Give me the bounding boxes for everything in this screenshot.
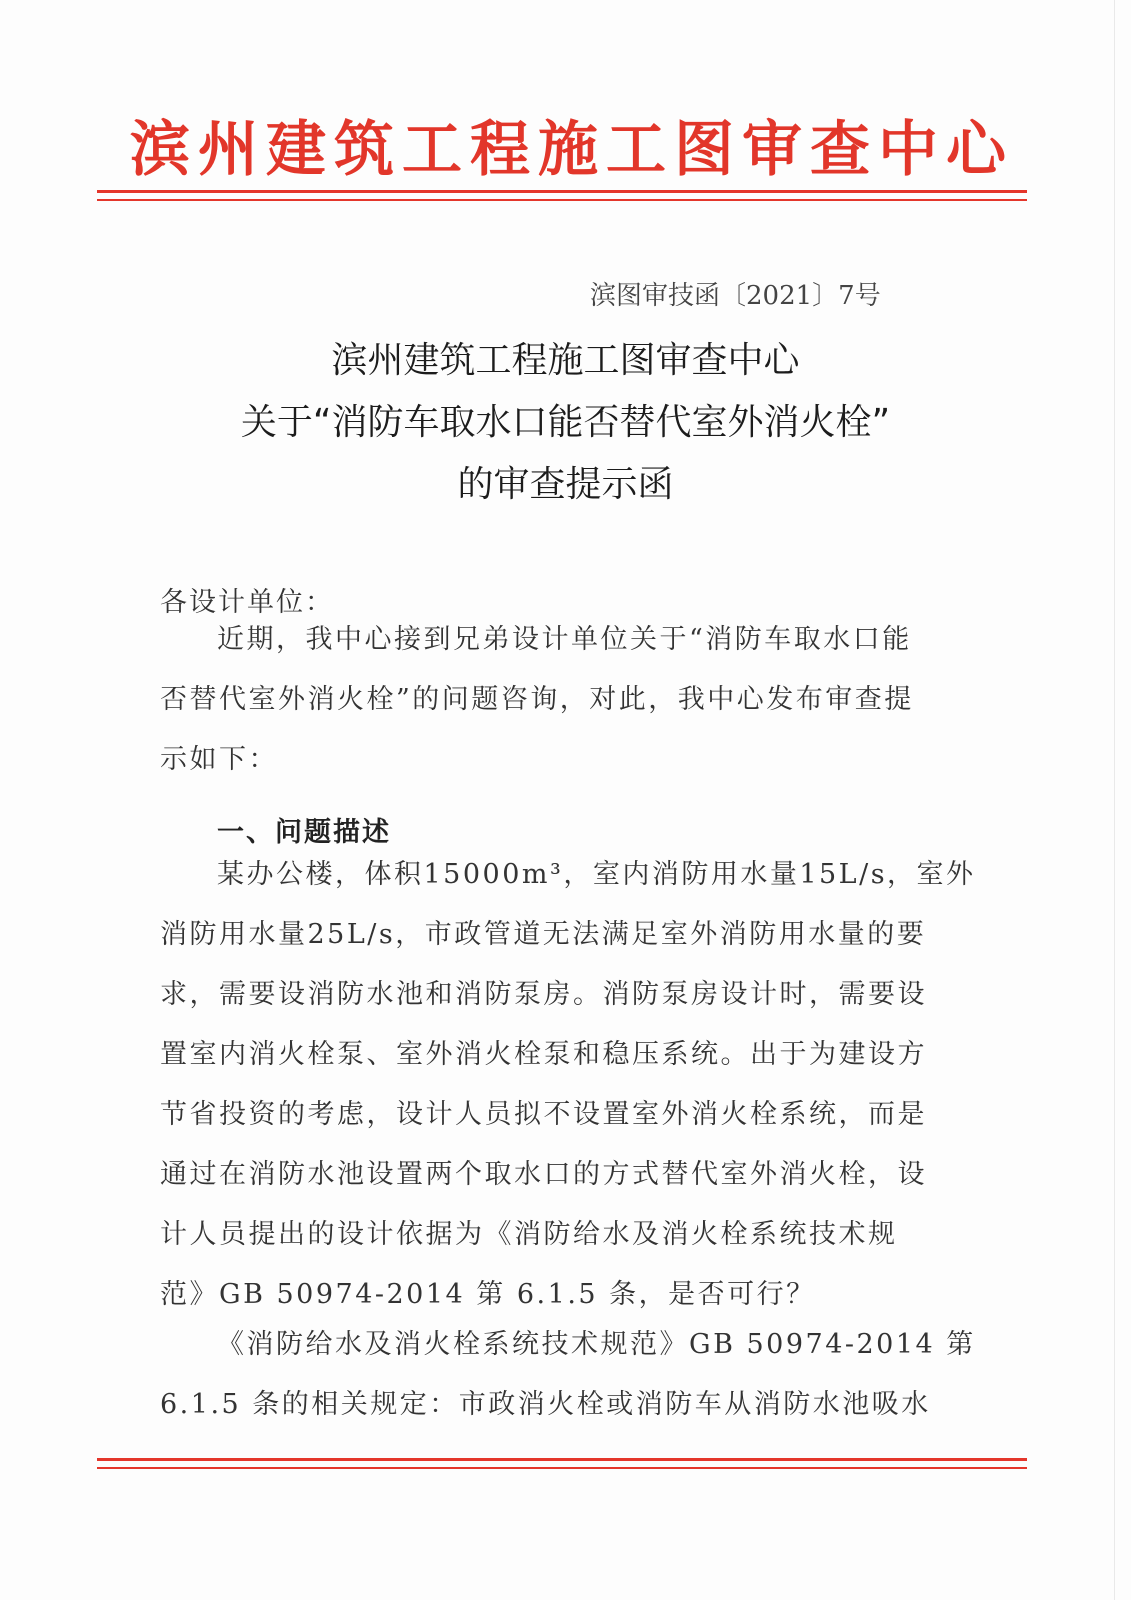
document-title [100,330,1031,516]
salutation: 各设计单位： [160,587,334,618]
title-line-3: 的审查提示函 [457,464,674,505]
problem-line: 节省投资的考虑，设计人员拟不设置室外消火栓系统，而是 [160,1099,927,1130]
intro-line: 示如下： [160,744,278,775]
letterhead-org-name: 滨州建筑工程施工图审查中心 [130,115,1014,185]
regulation-line: 6.1.5 条的相关规定：市政消火栓或消防车从消防水池吸水 [160,1389,931,1420]
scan-edge-line [1114,0,1115,1600]
problem-line: 通过在消防水池设置两个取水口的方式替代室外消火栓，设 [160,1159,927,1190]
footer-rule-thick [97,1458,1027,1461]
problem-line: 求，需要设消防水池和消防泵房。消防泵房设计时，需要设 [160,979,927,1010]
intro-line: 否替代室外消火栓”的问题咨询，对此，我中心发布审查提 [160,684,914,715]
title-line-1: 滨州建筑工程施工图审查中心 [331,340,800,381]
letterhead-rule-thick [97,190,1027,193]
intro-paragraph [160,610,950,790]
section-heading-problem: 一、问题描述 [217,817,391,848]
problem-paragraph [160,845,976,1325]
problem-line: 消防用水量25L/s，市政管道无法满足室外消防用水量的要 [160,919,927,950]
footer-rule-thin [97,1467,1027,1469]
regulation-paragraph [160,1315,976,1435]
title-line-2: 关于“消防车取水口能否替代室外消火栓” [240,402,891,443]
problem-line: 某办公楼，体积15000m³，室内消防用水量15L/s，室外 [217,859,976,890]
problem-line: 范》GB 50974-2014 第 6.1.5 条，是否可行？ [160,1279,816,1310]
letterhead-rule-thin [97,199,1027,201]
regulation-line: 《消防给水及消火栓系统技术规范》GB 50974-2014 第 [217,1329,976,1360]
document-number: 滨图审技函〔2021〕7号 [590,281,881,311]
problem-line: 置室内消火栓泵、室外消火栓泵和稳压系统。出于为建设方 [160,1039,927,1070]
intro-line: 近期，我中心接到兄弟设计单位关于“消防车取水口能 [217,624,912,655]
problem-line: 计人员提出的设计依据为《消防给水及消火栓系统技术规 [160,1219,898,1250]
